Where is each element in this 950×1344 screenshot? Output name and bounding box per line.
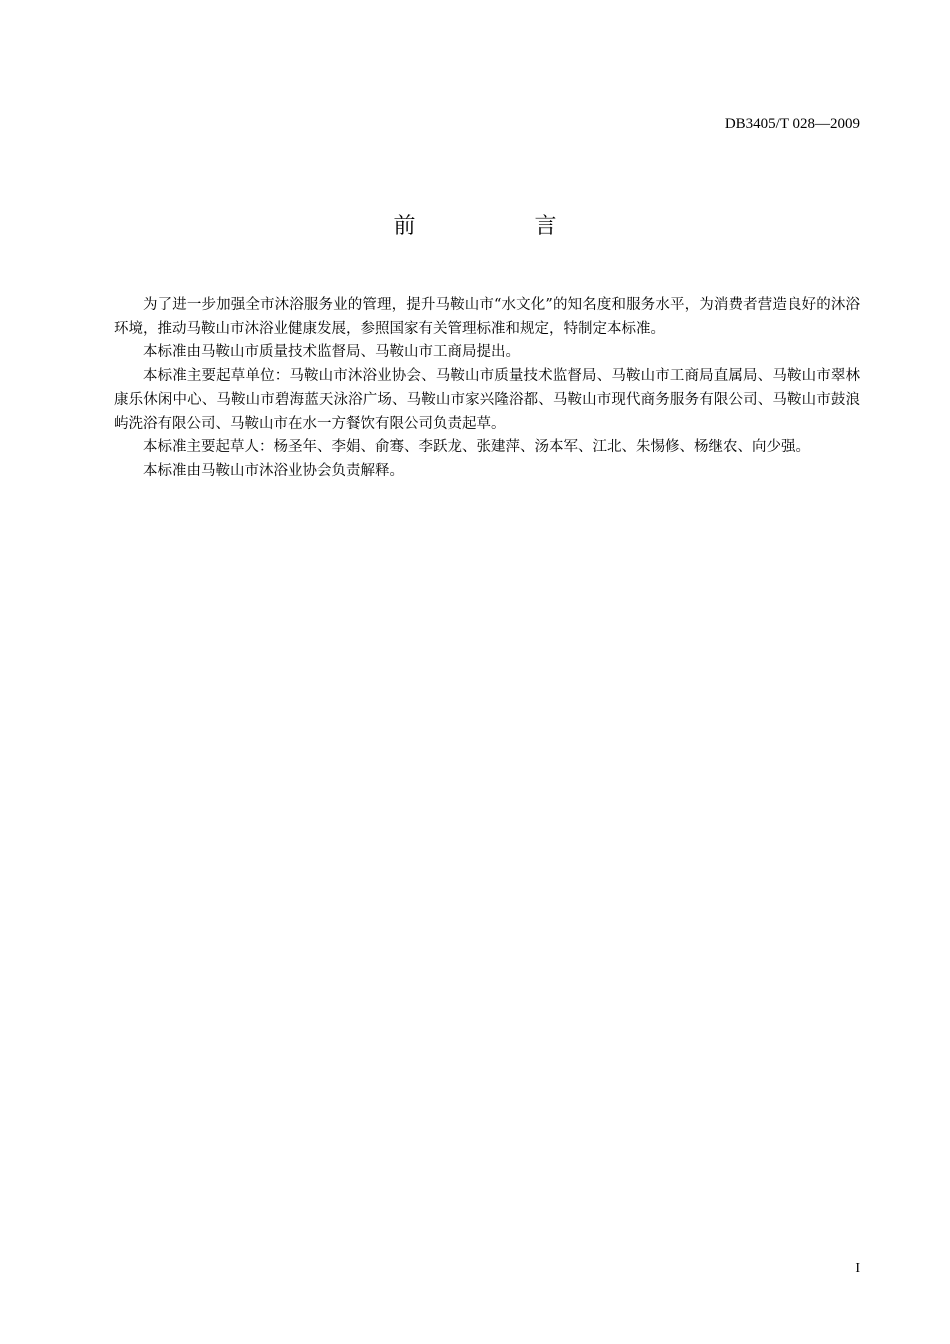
- paragraph-purpose: 为了进一步加强全市沐浴服务业的管理，提升马鞍山市“水文化”的知名度和服务水平，为消费者营造良好的沐浴环境，推动马鞍山市沐浴业健康发展，参照国家有关管理标准和规定，特制定本标准。: [114, 297, 860, 337]
- paragraph-drafting-units: 本标准主要起草单位：马鞍山市沐浴业协会、马鞍山市质量技术监督局、马鞍山市工商局直属局、马鞍山市翠林康乐休闲中心、马鞍山市碧海蓝天泳浴广场、马鞍山市家兴隆浴都、马鞍山市现代商务服务有限公司、马鞍山市鼓浪屿洗浴有限公司、马鞍山市在水一方餐饮有限公司负责起草。: [114, 368, 860, 432]
- foreword-body: [114, 294, 860, 484]
- page-number: I: [855, 1261, 860, 1276]
- document-code: DB3405/T 028—2009: [724, 116, 860, 132]
- paragraph-proposer: 本标准由马鞍山市质量技术监督局、马鞍山市工商局提出。: [143, 344, 520, 361]
- page-title: 前 言: [393, 214, 613, 239]
- paragraph-interpretation: 本标准由马鞍山市沐浴业协会负责解释。: [143, 462, 404, 479]
- paragraph-drafters: 本标准主要起草人：杨圣年、李娟、俞骞、李跃龙、张建萍、汤本军、江北、朱惕修、杨继农、向少强。: [143, 439, 810, 456]
